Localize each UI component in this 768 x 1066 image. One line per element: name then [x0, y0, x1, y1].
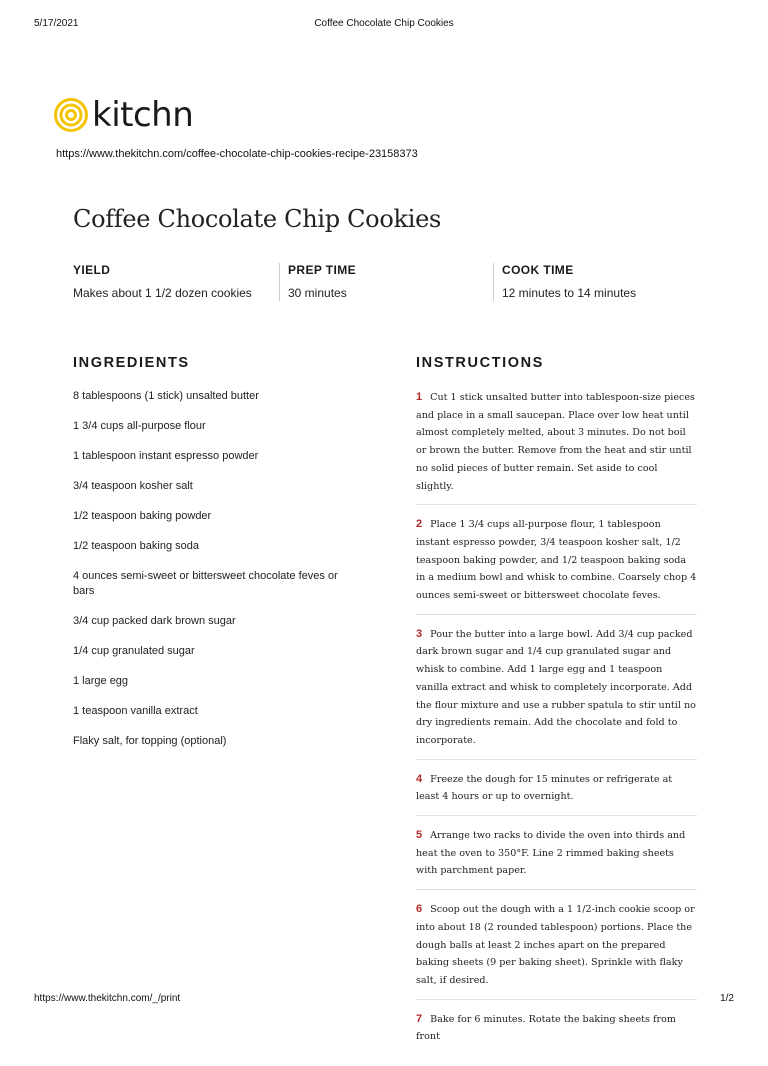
recipe-prep-time [279, 263, 479, 301]
instruction-step [416, 389, 697, 505]
step-text: Scoop out the dough with a 1 1/2-inch cookie scoop or into about 18 (2 rounded tablespoon) portions. Place the dough balls at least 2 inches apart on the prepared baking sheets (9 per baking sheet). Sprinkle with flaky salt, if desired. [416, 904, 695, 986]
step-number: 6 [416, 903, 423, 916]
ingredient-item: 1/2 teaspoon baking soda [73, 540, 199, 552]
ingredients-heading: INGREDIENTS [73, 355, 190, 371]
step-number: 7 [416, 1012, 423, 1025]
step-number: 3 [416, 627, 423, 640]
source-url[interactable]: https://www.thekitchn.com/coffee-chocolate-chip-cookies-recipe-23158373 [56, 148, 418, 160]
instruction-step [416, 1011, 697, 1055]
step-number: 1 [416, 391, 423, 403]
ingredient-item: 3/4 cup packed dark brown sugar [73, 615, 236, 627]
ingredient-item: 1 large egg [73, 675, 129, 687]
prep-time-label: PREP TIME [288, 263, 357, 277]
instruction-step [416, 827, 697, 890]
ingredient-item: 1 tablespoon instant espresso powder [73, 450, 259, 462]
ingredient-item: 1 3/4 cups all-purpose flour [73, 420, 206, 432]
recipe-cook-time [493, 263, 713, 301]
step-text: Pour the butter into a large bowl. Add 3/4 cup packed dark brown sugar and 1/4 cup granulated sugar and whisk to combine. Add 1 large egg and 1 teaspoon vanilla extract and whisk to completely incorporate. Add the flour mixture and use a rubber spatula to stir until no dry ingredients remain. Add the chocolate and fold to incorporate. [416, 628, 696, 746]
step-text: Bake for 6 minutes. Rotate the baking sheets from front [416, 1013, 676, 1043]
kitchn-logo[interactable] [54, 94, 193, 136]
recipe-title: Coffee Chocolate Chip Cookies [73, 205, 442, 233]
kitchn-wordmark: kitchn [92, 95, 194, 135]
yield-value: Makes about 1 1/2 dozen cookies [73, 286, 252, 300]
step-text: Place 1 3/4 cups all-purpose flour, 1 tablespoon instant espresso powder, 3/4 teaspoon kosher salt, 1/2 teaspoon baking powder, and 1/2 teaspoon baking soda in a medium bowl and whisk to combine. Coarsely chop 4 ounces semi-sweet or bittersweet chocolate feves. [416, 519, 697, 602]
instruction-step [416, 626, 697, 760]
instruction-step [416, 516, 697, 615]
ingredient-item: 1/4 cup granulated sugar [73, 645, 195, 657]
print-footer-url: https://www.thekitchn.com/_/print [34, 993, 181, 1004]
ingredient-item: Flaky salt, for topping (optional) [73, 735, 227, 747]
print-date: 5/17/2021 [34, 18, 79, 29]
step-text: Arrange two racks to divide the oven into thirds and heat the oven to 350°F. Line 2 rimmed baking sheets with parchment paper. [416, 830, 686, 877]
step-text: Cut 1 stick unsalted butter into tablespoon-size pieces and place in a small saucepan. Place over low heat until almost completely melted, about 3 minutes. Do not boil or brown the butter. Remove from the heat and stir until no solid pieces of butter remain. Set aside to cool slightly. [416, 392, 695, 492]
ingredient-item: 3/4 teaspoon kosher salt [73, 480, 193, 492]
ingredient-item: 1/2 teaspoon baking powder [73, 510, 212, 522]
recipe-yield [73, 263, 273, 301]
ingredient-item: 8 tablespoons (1 stick) unsalted butter [73, 390, 259, 402]
instructions-heading: INSTRUCTIONS [416, 355, 544, 371]
step-number: 2 [416, 518, 423, 531]
page-number: 1/2 [720, 993, 734, 1004]
step-number: 4 [416, 772, 423, 785]
instructions-list [416, 389, 697, 1066]
ingredients-list [73, 389, 343, 764]
print-document-title: Coffee Chocolate Chip Cookies [314, 18, 454, 29]
kitchn-spiral-icon [54, 98, 88, 132]
cook-time-label: COOK TIME [502, 263, 574, 277]
yield-label: YIELD [73, 263, 111, 277]
instruction-step [416, 901, 697, 1000]
instruction-step [416, 771, 697, 816]
prep-time-value: 30 minutes [288, 286, 347, 300]
cook-time-value: 12 minutes to 14 minutes [502, 286, 637, 300]
ingredient-item: 1 teaspoon vanilla extract [73, 705, 198, 717]
print-header [34, 18, 734, 32]
print-footer [34, 993, 734, 1007]
step-text: Freeze the dough for 15 minutes or refrigerate at least 4 hours or up to overnight. [416, 773, 673, 803]
ingredient-item: 4 ounces semi-sweet or bittersweet chocolate feves or bars [73, 570, 338, 597]
step-number: 5 [416, 829, 423, 842]
